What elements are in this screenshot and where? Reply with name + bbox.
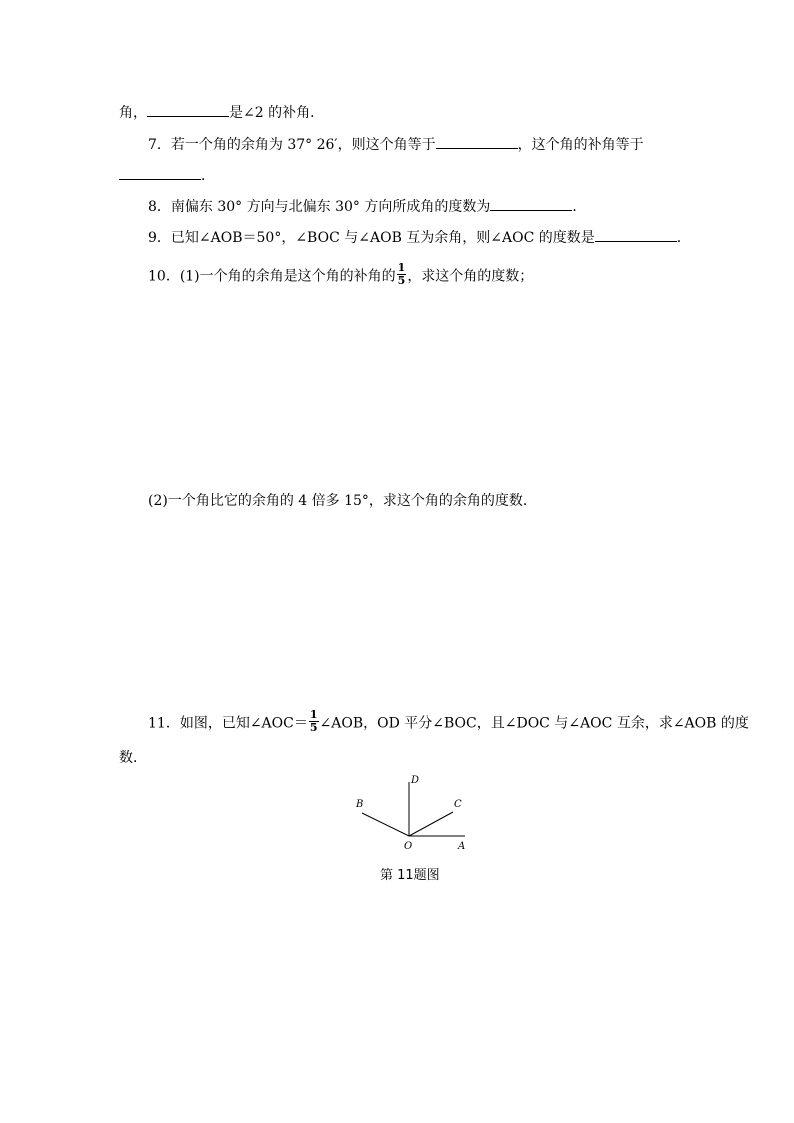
q10-1-text-b: ，求这个角的度数； [407, 268, 534, 285]
question-10-part-2: (2)一个角比它的余角的 4 倍多 15°，求这个角的余角的度数． [148, 493, 537, 509]
q9-answer-blank[interactable] [595, 229, 677, 242]
label-o: O [404, 841, 413, 852]
q9-text-a: 9．已知∠AOB＝50°，∠BOC 与∠AOB 互为余角，则∠AOC 的度数是 [148, 230, 595, 246]
fraction-one-fifth: $\frac{1}{5}$ [309, 708, 318, 734]
ray-oc [409, 812, 453, 836]
angle-figure [346, 770, 506, 860]
q11-text-a: 11．如图，已知∠AOC＝ [148, 715, 308, 732]
q7-answer-blank-2[interactable] [119, 167, 201, 180]
question-7-cont [119, 167, 215, 185]
q6-tail [119, 104, 324, 122]
figure-caption: 第 11题图 [380, 868, 440, 883]
q11-text-b: ∠AOB，OD 平分∠BOC，且∠DOC 与∠AOC 互余，求∠AOB 的度 [319, 715, 749, 732]
label-a: A [458, 841, 466, 852]
question-7 [148, 136, 644, 154]
label-c: C [454, 799, 462, 810]
q10-1-text-a: 10．(1)一个角的余角是这个角的补角的 [148, 268, 396, 285]
q6-answer-blank[interactable] [147, 104, 229, 117]
question-11-cont: 数． [119, 750, 147, 766]
q6-text-b: 是∠2 的补角． [229, 105, 325, 121]
question-8 [148, 198, 586, 216]
q7-text-a: 7．若一个角的余角为 37° 26′，则这个角等于 [148, 137, 436, 153]
question-10-part-1 [148, 261, 534, 289]
label-d: D [411, 775, 420, 786]
q7-answer-blank-1[interactable] [436, 136, 518, 149]
q7-text-b: ，这个角的补角等于 [517, 137, 644, 153]
q8-answer-blank[interactable] [490, 198, 572, 211]
q8-text-a: 8．南偏东 30° 方向与北偏东 30° 方向所成角的度数为 [148, 199, 491, 215]
question-9 [148, 229, 691, 247]
q8-text-b: ． [572, 199, 587, 215]
ray-ob [362, 813, 409, 836]
q7-text-c: ． [201, 168, 215, 184]
label-b: B [356, 799, 364, 810]
q6-text-a: 角， [119, 105, 147, 121]
q9-text-b: ． [676, 230, 691, 246]
question-11 [148, 708, 749, 736]
fraction-one-fifth: $\frac{1}{5}$ [397, 261, 406, 287]
